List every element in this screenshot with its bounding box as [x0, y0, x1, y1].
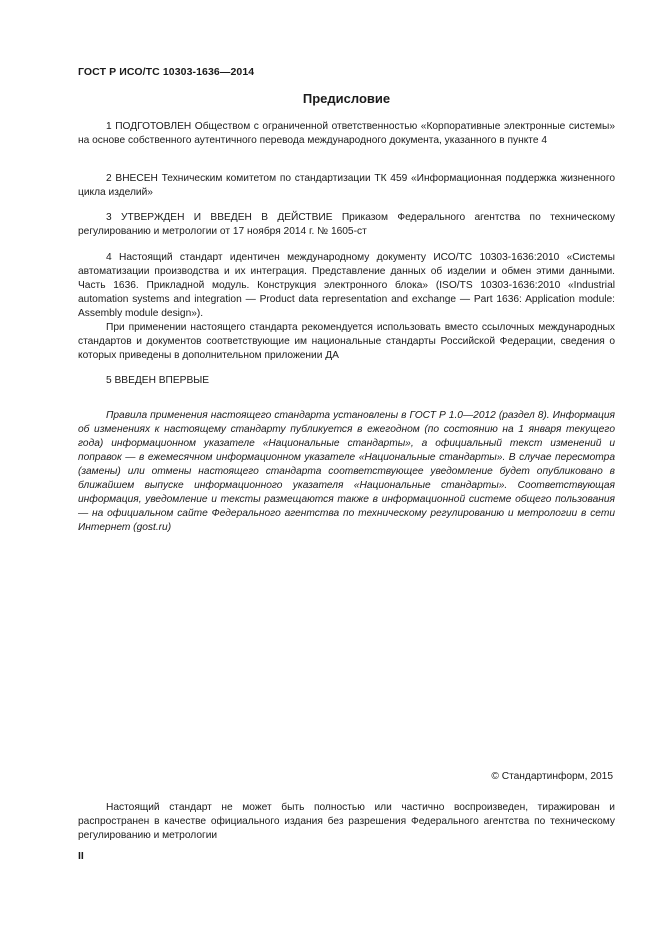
page-title: Предисловие — [302, 91, 391, 106]
document-code: ГОСТ Р ИСО/ТС 10303-1636—2014 — [78, 66, 255, 78]
notice-text: Правила применения настоящего стандарта установлены в ГОСТ Р 1.0—2012 (раздел 8). Информация об изменениях к настоящему стандарту публикуется в ежегодном (по состоянию на 1 января текущего года) информационном указателе «Национальные стандарты», а официальный текст изменений и поправок — в ежемесячном информационном указателе «Национальные стандарты». В случае пересмотра (замены) или отмены настоящего стандарта соответствующее уведомление будет опубликовано в ближайшем выпуске информационного указателя «Национальные стандарты». Соответствующая информация, уведомление и тексты размещаются также в информационной системе общего пользования — на официальном сайте Федерального агентства по техническому регулированию и метрологии в сети Интернет (gost.ru) — [78, 410, 615, 533]
usage-notice — [78, 409, 615, 535]
footer-text: Настоящий стандарт не может быть полностью или частично воспроизведен, тиражирован и распространен в качестве официального издания без разрешения Федерального агентства по техническому регулированию и метрологии — [78, 802, 615, 841]
paragraph-text: При применении настоящего стандарта рекомендуется использовать вместо ссылочных международных стандартов и документов соответствующие им национальные стандарты Российской Федерации, сведения о которых приведены в дополнительном приложении ДА — [78, 322, 615, 361]
paragraph-item-1 — [78, 120, 615, 148]
page-number: II — [78, 850, 84, 862]
paragraph-item-5 — [78, 374, 615, 388]
paragraph-text: 2 ВНЕСЕН Техническим комитетом по стандартизации ТК 459 «Информационная поддержка жизненного цикла изделий» — [78, 173, 615, 198]
paragraph-item-3 — [78, 211, 615, 239]
paragraph-text: 5 ВВЕДЕН ВПЕРВЫЕ — [106, 375, 210, 386]
paragraph-text: 4 Настоящий стандарт идентичен международному документу ИСО/ТС 10303-1636:2010 «Системы автоматизации производства и их интеграция. Представление данных об изделии и обмен этими данными. Часть 1636. Прикладной модуль. Конструкция электронного блока» (ISO/TS 10303-1636:2010 «Industrial automation systems and integration — Product data representation and exchange — Part 1636: Application module: Assembly module design»). — [78, 252, 615, 319]
paragraph-item-2 — [78, 172, 615, 200]
paragraph-text: 3 УТВЕРЖДЕН И ВВЕДЕН В ДЕЙСТВИЕ Приказом Федерального агентства по техническому регулированию и метрологии от 17 ноября 2014 г. № 1605-ст — [78, 212, 615, 237]
copyright: © Стандартинформ, 2015 — [491, 771, 613, 782]
paragraph-text: 1 ПОДГОТОВЛЕН Обществом с ограниченной ответственностью «Корпоративные электронные системы» на основе собственного аутентичного перевода международного документа, указанного в пункте 4 — [78, 121, 615, 146]
paragraph-item-4 — [78, 251, 615, 363]
footer-notice — [78, 801, 615, 843]
